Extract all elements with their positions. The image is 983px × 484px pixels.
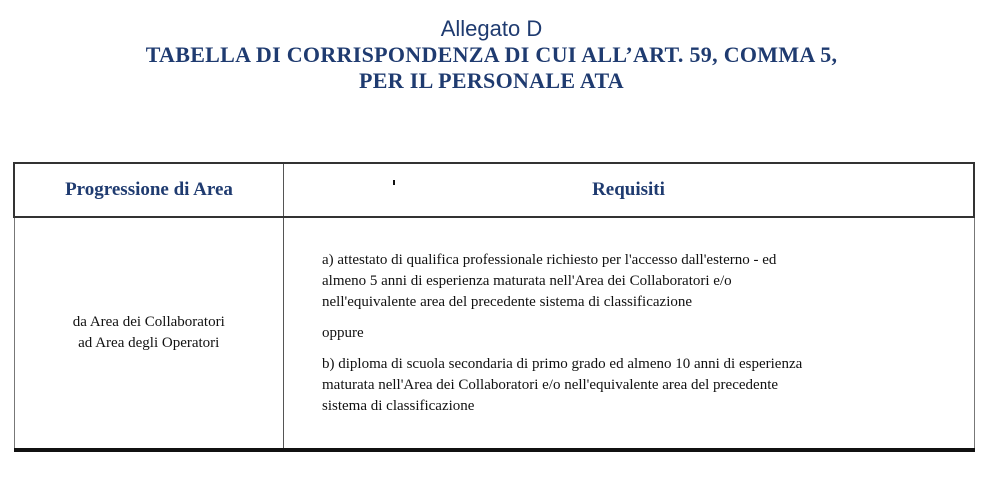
correspondence-table-wrapper: [13, 162, 975, 452]
document-header: [0, 16, 983, 94]
requirement-b: [322, 354, 964, 417]
column-header-requisiti: Requisiti: [284, 163, 975, 217]
progressione-line-2: ad Area degli Operatori: [78, 335, 220, 351]
requirement-b-line-1: b) diploma di scuola secondaria di primo grado ed almeno 10 anni di esperienza: [322, 355, 803, 372]
document-title-line-1: TABELLA DI CORRISPONDENZA DI CUI ALL’ART. 59, COMMA 5,: [145, 42, 838, 67]
document-title-line-2: PER IL PERSONALE ATA: [359, 68, 624, 93]
requisiti-cell: [284, 217, 975, 450]
allegato-label: Allegato D: [440, 16, 543, 41]
requirement-a: [322, 250, 964, 313]
requirement-b-line-3: sistema di classificazione: [322, 397, 475, 414]
requirement-b-line-2: maturata nell'Area dei Collaboratori e/o nell'equivalente area del precedente: [322, 376, 779, 393]
progressione-line-1: da Area dei Collaboratori: [72, 314, 225, 330]
progressione-cell: [14, 217, 284, 450]
correspondence-table: [13, 162, 975, 452]
requirement-separator: oppure: [322, 324, 364, 341]
requirement-a-line-1: a) attestato di qualifica professionale richiesto per l'accesso dall'esterno - ed: [322, 251, 777, 268]
requirement-a-line-3: nell'equivalente area del precedente sistema di classificazione: [322, 293, 693, 310]
table-row: [14, 217, 974, 450]
column-header-progressione: Progressione di Area: [14, 163, 284, 217]
table-header-row: [14, 163, 974, 217]
requirement-a-line-2: almeno 5 anni di esperienza maturata nell'Area dei Collaboratori e/o: [322, 272, 732, 289]
